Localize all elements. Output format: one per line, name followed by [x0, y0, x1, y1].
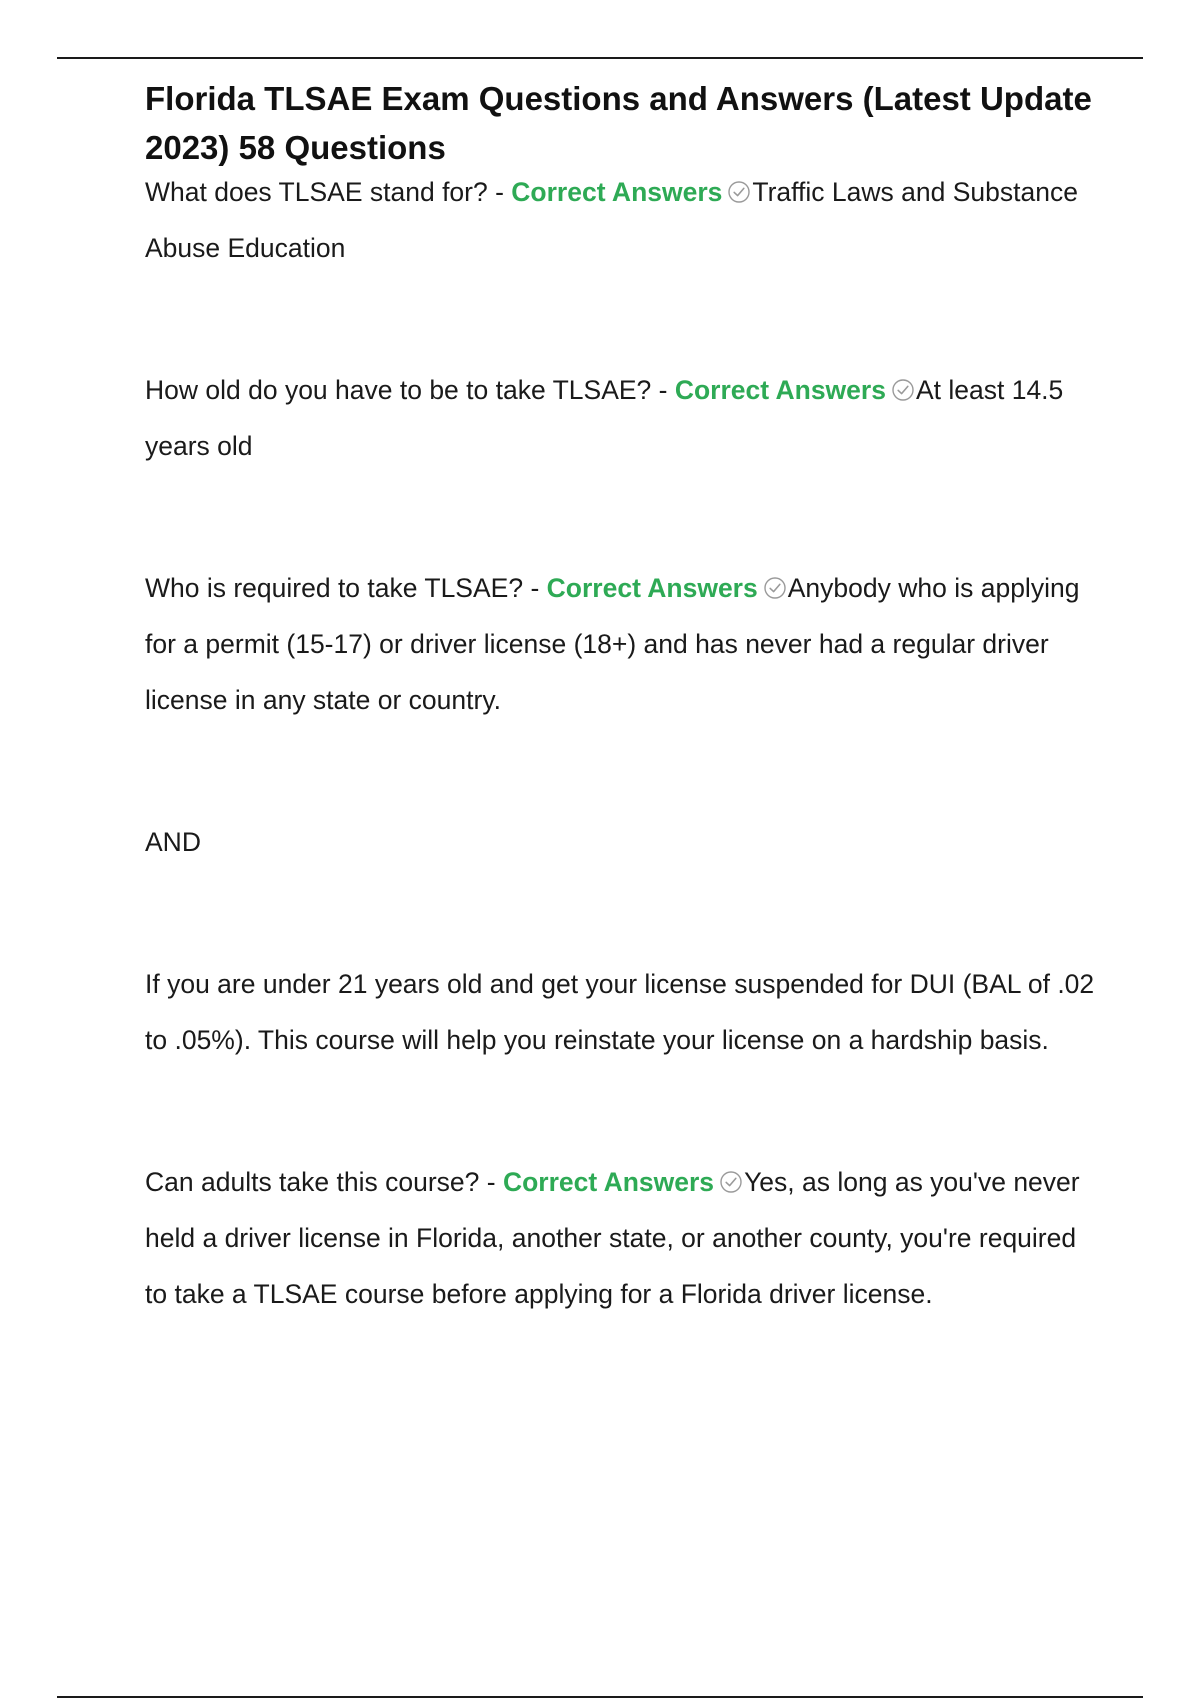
separator: -	[523, 573, 547, 603]
separator: -	[479, 1167, 503, 1197]
answer-text: Traffic Laws and Substance Abuse Education	[145, 177, 1078, 263]
question-text: How old do you have to be to take TLSAE?	[145, 375, 652, 405]
check-circle-icon	[727, 180, 751, 204]
correct-answers-label: Correct Answers	[674, 375, 886, 405]
check-circle-icon	[891, 378, 915, 402]
separator: -	[487, 177, 512, 207]
correct-answers-label: Correct Answers	[546, 573, 758, 603]
answer-text: Yes, as long as you've never held a driver license in Florida, another state, or another county, you're required to take a TLSAE course before applying for a Florida driver license.	[145, 1167, 1080, 1309]
paragraph-and: AND	[145, 827, 201, 857]
qa-item	[145, 362, 1095, 474]
top-rule	[57, 57, 1143, 59]
paragraph-dui: If you are under 21 years old and get your license suspended for DUI (BAL of .02 to .05%). This course will help you reinstate your license on a hardship basis.	[145, 969, 1095, 1055]
correct-answers-label: Correct Answers	[511, 177, 723, 207]
document-title: Florida TLSAE Exam Questions and Answers (Latest Update 2023) 58 Questions	[145, 80, 1092, 166]
correct-answers-label: Correct Answers	[502, 1167, 715, 1197]
check-circle-icon	[719, 1170, 743, 1194]
qa-list	[145, 164, 1095, 1322]
answer-text: Anybody who is applying for a permit (15-17) or driver license (18+) and has never had a regular driver license in any state or country.	[145, 573, 1080, 715]
question-text: Who is required to take TLSAE?	[145, 573, 524, 603]
qa-item	[145, 560, 1095, 728]
qa-item	[145, 1154, 1095, 1322]
check-circle-icon	[763, 576, 787, 600]
separator: -	[651, 375, 675, 405]
question-text: What does TLSAE stand for?	[145, 177, 488, 207]
document-page	[145, 74, 1095, 1322]
question-text: Can adults take this course?	[145, 1167, 480, 1197]
bottom-rule	[57, 1696, 1143, 1698]
answer-text: At least 14.5 years old	[145, 375, 1064, 461]
qa-item	[145, 164, 1095, 276]
